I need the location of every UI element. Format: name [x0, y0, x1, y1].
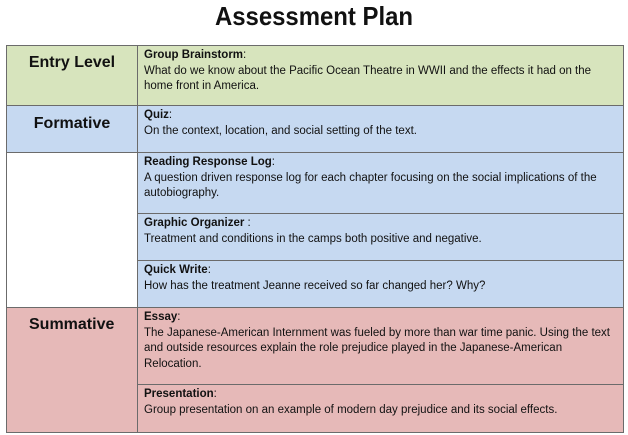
row-description: How has the treatment Jeanne received so far changed her? Why?	[144, 279, 486, 292]
assessment-table	[6, 45, 624, 433]
row-quiz: Quiz: On the context, location, and social setting of the text.	[137, 105, 624, 153]
summative-text: Summative	[29, 316, 115, 333]
row-description: Treatment and conditions in the camps both positive and negative.	[144, 232, 482, 245]
row-heading: Group Brainstorm	[144, 49, 244, 61]
formative-text: Formative	[33, 115, 111, 132]
entry-level-label	[6, 45, 138, 106]
row-group-brainstorm: Group Brainstorm: What do we know about the Pacific Ocean Theatre in WWII and the effects it had on the home front in America.	[137, 45, 624, 106]
row-description: The Japanese-American Internment was fueled by more than war time panic. Using the text and outside resources explain the role prejudice played in the Japanese-American Relocation.	[144, 326, 610, 370]
row-heading: Quiz	[144, 109, 169, 121]
formative-blank-cell	[6, 152, 138, 308]
page-title: Assessment Plan	[214, 1, 414, 31]
row-essay: Essay: The Japanese-American Internment was fueled by more than war time panic. Using the text and outside resources explain the role prejudice played in the Japanese-American Relocation.	[137, 307, 624, 385]
row-description: On the context, location, and social setting of the text.	[144, 124, 417, 137]
row-description: What do we know about the Pacific Ocean Theatre in WWII and the effects it had on the home front in America.	[144, 64, 592, 92]
row-description: A question driven response log for each chapter focusing on the social implications of the autobiography.	[144, 171, 597, 199]
formative-label	[6, 105, 138, 153]
row-heading: Graphic Organizer	[144, 217, 245, 229]
row-quick-write: Quick Write: How has the treatment Jeanne received so far changed her? Why?	[137, 260, 624, 308]
row-heading: Presentation	[144, 388, 214, 400]
entry-level-text: Entry Level	[28, 54, 116, 71]
summative-label	[6, 307, 138, 433]
row-presentation: Presentation: Group presentation on an example of modern day prejudice and its social effects.	[137, 384, 624, 433]
row-description: Group presentation on an example of modern day prejudice and its social effects.	[144, 403, 558, 416]
row-graphic-organizer: Graphic Organizer : Treatment and conditions in the camps both positive and negative.	[137, 213, 624, 261]
row-heading: Reading Response Log	[144, 156, 272, 168]
row-reading-response-log: Reading Response Log: A question driven response log for each chapter focusing on the social implications of the autobiography.	[137, 152, 624, 214]
row-heading: Quick Write	[144, 264, 208, 276]
row-heading: Essay	[144, 311, 178, 323]
